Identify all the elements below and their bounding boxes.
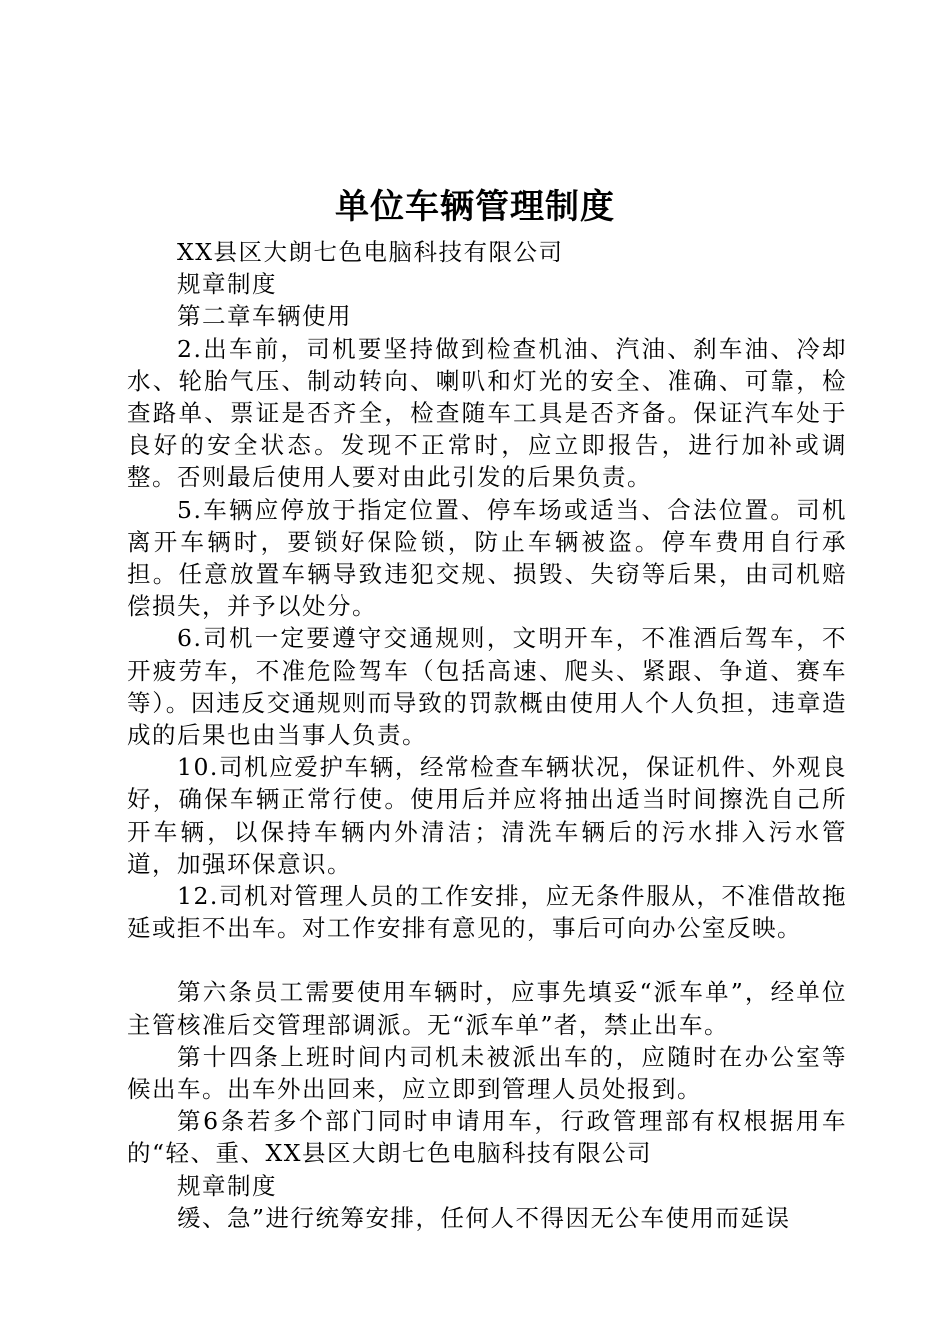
article-paragraph: 缓、急”进行统筹安排，任何人不得因无公车使用而延误 xyxy=(177,1203,791,1232)
article-paragraph: 第6条若多个部门同时申请用车，行政管理部有权根据用车的“轻、重、XX县区大朗七色电脑科技有限公司 xyxy=(127,1107,847,1168)
article-paragraph: 第十四条上班时间内司机未被派出车的，应随时在办公室等候出车。出车外出回来，应立即到管理人员处报到。 xyxy=(127,1042,847,1104)
rule-paragraph: 10.司机应爱护车辆，经常检查车辆状况，保证机件、外观良好，确保车辆正常行使。使用后并应将抽出适当时间擦洗自己所开车辆，以保持车辆内外清洁；清洗车辆后的污水排入污水管道，加强环保意识。 xyxy=(127,753,847,878)
company-name: XX县区大朗七色电脑科技有限公司 xyxy=(177,238,564,266)
regulations-label: 规章制度 xyxy=(177,270,277,299)
rule-paragraph: 12.司机对管理人员的工作安排，应无条件服从，不准借故拖延或拒不出车。对工作安排有意见的，事后可向办公室反映。 xyxy=(127,882,847,943)
chapter-heading: 第二章车辆使用 xyxy=(177,302,352,331)
rule-paragraph: 5.车辆应停放于指定位置、停车场或适当、合法位置。司机离开车辆时，要锁好保险锁，防止车辆被盗。停车费用自行承担。任意放置车辆导致违犯交规、损毁、失窃等后果，由司机赔偿损失，并予以处分。 xyxy=(127,495,847,621)
paragraph-gap xyxy=(127,944,847,976)
article-paragraph: 第六条员工需要使用车辆时，应事先填妥“派车单”，经单位主管核准后交管理部调派。无“派车单”者，禁止出车。 xyxy=(127,978,847,1039)
document-title: 单位车辆管理制度 xyxy=(335,187,615,227)
rule-paragraph: 2.出车前，司机要坚持做到检查机油、汽油、刹车油、冷却水、轮胎气压、制动转向、喇叭和灯光的安全、准确、可靠，检查路单、票证是否齐全，检查随车工具是否齐备。保证汽车处于良好的安全状态。发现不正常时，应立即报告，进行加补或调整。否则最后使用人要对由此引发的后果负责。 xyxy=(127,334,847,492)
document-body xyxy=(127,236,847,1234)
rule-paragraph: 6.司机一定要遵守交通规则，文明开车，不准酒后驾车，不开疲劳车，不准危险驾车（包括高速、爬头、紧跟、争道、赛车等）。因违反交通规则而导致的罚款概由使用人个人负担，违章造成的后果也由当事人负责。 xyxy=(127,624,847,750)
regulations-label: 规章制度 xyxy=(177,1171,277,1200)
